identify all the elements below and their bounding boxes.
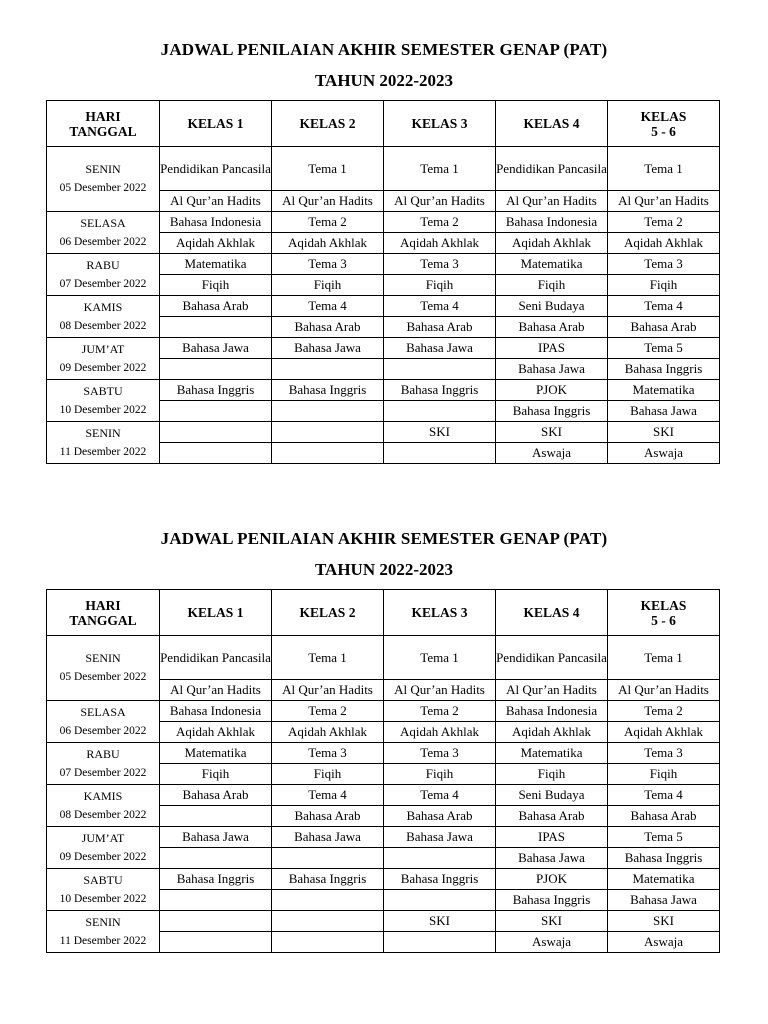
header-kelas-3: KELAS 3 [384,590,496,636]
subject-cell: Bahasa Arab [272,806,384,827]
header-kelas-1: KELAS 1 [160,590,272,636]
subject-cell: Fiqih [384,764,496,785]
day-date: 10 Desember 2022 [59,403,147,416]
subject-cell: IPAS [496,827,608,848]
header-kelas-5-6 [608,590,720,636]
document-subtitle: TAHUN 2022-2023 [314,71,454,90]
subject-cell: Tema 3 [608,743,720,764]
header-day-label: HARI [85,597,121,613]
day-date: 05 Desember 2022 [59,671,147,683]
subject-cell: Fiqih [384,275,496,296]
subject-cell: Bahasa Jawa [272,827,384,848]
day-name: SENIN [85,162,121,176]
table-row [47,869,720,890]
subject-cell: Tema 3 [272,254,384,275]
day-cell [47,636,160,701]
subject-cell: PJOK [496,380,608,401]
subject-cell: Al Qur’an Hadits [608,191,720,212]
schedule-table [46,100,720,464]
day-cell [47,785,160,827]
subject-cell: Al Qur’an Hadits [608,680,720,701]
subject-cell: Bahasa Inggris [272,869,384,890]
subject-cell: Seni Budaya [496,296,608,317]
day-cell [47,380,160,422]
subject-cell: Fiqih [272,275,384,296]
subject-cell [160,932,272,953]
subject-cell: PJOK [496,869,608,890]
subject-cell: Bahasa Jawa [272,338,384,359]
table-row [47,636,720,680]
header-kelas-label: KELAS [640,108,687,124]
subject-cell: Bahasa Jawa [608,401,720,422]
subject-cell: Tema 3 [608,254,720,275]
subject-cell: Aswaja [496,932,608,953]
subject-cell: Tema 1 [272,147,384,191]
subject-cell [272,932,384,953]
subject-cell [272,890,384,911]
subject-cell: Bahasa Jawa [160,827,272,848]
subject-cell [384,359,496,380]
subject-cell: Bahasa Inggris [496,890,608,911]
subject-cell: Bahasa Inggris [608,848,720,869]
subject-cell [384,401,496,422]
subject-cell: Aqidah Akhlak [384,233,496,254]
day-name: RABU [86,746,120,761]
subject-cell: Bahasa Inggris [272,380,384,401]
header-kelas-range: 5 - 6 [651,123,676,139]
header-row [47,101,720,147]
header-date-label: TANGGAL [69,612,137,628]
subject-cell: Aqidah Akhlak [160,233,272,254]
subject-cell: Bahasa Arab [384,317,496,338]
day-name: SENIN [85,425,121,440]
header-kelas-2: KELAS 2 [272,590,384,636]
subject-cell [272,401,384,422]
subject-cell: Bahasa Inggris [160,869,272,890]
subject-cell: Tema 2 [608,212,720,233]
subject-cell: Aqidah Akhlak [496,233,608,254]
day-date: 11 Desember 2022 [59,445,147,458]
day-date: 08 Desember 2022 [59,808,147,821]
day-cell [47,869,160,911]
subject-cell: Bahasa Indonesia [160,212,272,233]
day-name: SABTU [83,872,123,887]
subject-cell: Tema 2 [384,701,496,722]
table-row [47,296,720,317]
subject-cell: Bahasa Arab [160,296,272,317]
subject-cell: Pendidikan Pancasila [160,147,272,191]
day-name: SELASA [80,215,126,230]
subject-cell: SKI [496,911,608,932]
subject-cell: Tema 3 [272,743,384,764]
subject-cell: Matematika [160,254,272,275]
subject-cell: Bahasa Inggris [160,380,272,401]
day-cell [47,338,160,380]
schedule-block-1 [0,38,768,460]
day-cell [47,254,160,296]
subject-cell: Bahasa Arab [608,317,720,338]
day-date: 07 Desember 2022 [59,277,147,290]
table-row [47,254,720,275]
day-name: RABU [86,257,120,272]
table-row [47,147,720,191]
subject-cell: Bahasa Jawa [384,338,496,359]
subject-cell: Al Qur’an Hadits [160,191,272,212]
day-date: 09 Desember 2022 [59,850,147,863]
subject-cell [272,359,384,380]
subject-cell: Bahasa Jawa [496,848,608,869]
document-subtitle: TAHUN 2022-2023 [314,560,454,579]
subject-cell: Tema 1 [272,636,384,680]
subject-cell: Tema 4 [272,785,384,806]
subject-cell: Tema 5 [608,827,720,848]
day-cell [47,147,160,212]
day-date: 05 Desember 2022 [59,182,147,194]
document-title: JADWAL PENILAIAN AKHIR SEMESTER GENAP (PAT) [160,529,608,548]
subject-cell: Bahasa Arab [496,317,608,338]
table-row [47,911,720,932]
subject-cell: SKI [384,422,496,443]
subject-cell [272,848,384,869]
subject-cell: Al Qur’an Hadits [160,680,272,701]
subject-cell: Aswaja [496,443,608,464]
day-date: 09 Desember 2022 [59,361,147,374]
subject-cell: Tema 4 [384,785,496,806]
subject-cell: Pendidikan Pancasila [160,636,272,680]
subject-cell: Al Qur’an Hadits [272,191,384,212]
subject-cell: SKI [608,422,720,443]
subject-cell: Aqidah Akhlak [608,722,720,743]
subject-cell [160,806,272,827]
subject-cell: Pendidikan Pancasila [496,636,608,680]
subject-cell: Aswaja [608,443,720,464]
subject-cell: Aqidah Akhlak [496,722,608,743]
subject-cell: Tema 4 [272,296,384,317]
subject-cell: Tema 4 [384,296,496,317]
subject-cell: Bahasa Arab [272,317,384,338]
day-date: 11 Desember 2022 [59,934,147,947]
subject-cell: Bahasa Indonesia [160,701,272,722]
subject-cell: Tema 2 [384,212,496,233]
table-row [47,743,720,764]
subject-cell: Matematika [608,869,720,890]
day-name: KAMIS [83,788,123,803]
subject-cell [384,848,496,869]
table-row [47,701,720,722]
subject-cell: Aqidah Akhlak [384,722,496,743]
subject-cell: Bahasa Inggris [608,359,720,380]
day-name: SENIN [85,914,121,929]
header-day-date [47,101,160,147]
subject-cell [160,911,272,932]
subject-cell: Aqidah Akhlak [160,722,272,743]
subject-cell: Fiqih [272,764,384,785]
day-date: 06 Desember 2022 [59,724,147,737]
day-name: KAMIS [83,299,123,314]
subject-cell [160,443,272,464]
day-cell [47,911,160,953]
subject-cell: Aqidah Akhlak [608,233,720,254]
subject-cell: Tema 1 [608,147,720,191]
header-kelas-label: KELAS [640,597,687,613]
subject-cell: Fiqih [160,764,272,785]
subject-cell: Tema 2 [272,701,384,722]
subject-cell: Tema 2 [608,701,720,722]
subject-cell: Fiqih [496,764,608,785]
subject-cell: Al Qur’an Hadits [496,191,608,212]
subject-cell: Al Qur’an Hadits [384,680,496,701]
table-row [47,827,720,848]
day-date: 07 Desember 2022 [59,766,147,779]
subject-cell: Tema 1 [384,636,496,680]
subject-cell: Matematika [608,380,720,401]
header-day-label: HARI [85,108,121,124]
table-row [47,785,720,806]
day-name: SENIN [85,651,121,665]
subject-cell: Bahasa Jawa [384,827,496,848]
subject-cell: Matematika [496,743,608,764]
header-kelas-4: KELAS 4 [496,101,608,147]
subject-cell [384,443,496,464]
day-name: JUM’AT [81,830,125,845]
day-name: SABTU [83,383,123,398]
subject-cell: Bahasa Inggris [384,380,496,401]
subject-cell: SKI [384,911,496,932]
day-date: 06 Desember 2022 [59,235,147,248]
day-cell [47,827,160,869]
subject-cell: Bahasa Jawa [160,338,272,359]
day-cell [47,212,160,254]
subject-cell: Al Qur’an Hadits [384,191,496,212]
subject-cell: Seni Budaya [496,785,608,806]
day-cell [47,422,160,464]
table-row [47,380,720,401]
subject-cell [272,911,384,932]
document-title: JADWAL PENILAIAN AKHIR SEMESTER GENAP (PAT) [160,40,608,59]
header-day-date [47,590,160,636]
day-name: JUM’AT [81,341,125,356]
subject-cell [160,401,272,422]
subject-cell: Bahasa Inggris [496,401,608,422]
subject-cell: Tema 3 [384,254,496,275]
subject-cell: Aqidah Akhlak [272,233,384,254]
subject-cell: SKI [496,422,608,443]
subject-cell: Al Qur’an Hadits [272,680,384,701]
subject-cell: Bahasa Indonesia [496,212,608,233]
subject-cell: Matematika [160,743,272,764]
subject-cell [160,422,272,443]
subject-cell: Tema 1 [384,147,496,191]
subject-cell: Tema 2 [272,212,384,233]
subject-cell [384,890,496,911]
day-date: 10 Desember 2022 [59,892,147,905]
subject-cell [160,890,272,911]
subject-cell [160,359,272,380]
subject-cell: Fiqih [608,275,720,296]
day-name: SELASA [80,704,126,719]
day-cell [47,743,160,785]
day-date: 08 Desember 2022 [59,319,147,332]
header-row [47,590,720,636]
subject-cell: Tema 3 [384,743,496,764]
day-cell [47,296,160,338]
header-kelas-3: KELAS 3 [384,101,496,147]
subject-cell [272,443,384,464]
subject-cell: Bahasa Jawa [496,359,608,380]
subject-cell: Fiqih [608,764,720,785]
table-row [47,422,720,443]
subject-cell: Bahasa Inggris [384,869,496,890]
header-kelas-4: KELAS 4 [496,590,608,636]
subject-cell: Bahasa Arab [384,806,496,827]
subject-cell: Aqidah Akhlak [272,722,384,743]
subject-cell: Matematika [496,254,608,275]
subject-cell: Al Qur’an Hadits [496,680,608,701]
subject-cell: Pendidikan Pancasila [496,147,608,191]
subject-cell: Bahasa Indonesia [496,701,608,722]
subject-cell [160,848,272,869]
header-kelas-2: KELAS 2 [272,101,384,147]
header-kelas-1: KELAS 1 [160,101,272,147]
subject-cell: Tema 4 [608,785,720,806]
subject-cell: Bahasa Arab [496,806,608,827]
schedule-table [46,589,720,953]
header-date-label: TANGGAL [69,123,137,139]
subject-cell: Tema 4 [608,296,720,317]
header-kelas-range: 5 - 6 [651,612,676,628]
header-kelas-5-6 [608,101,720,147]
subject-cell: Bahasa Arab [608,806,720,827]
subject-cell: Bahasa Jawa [608,890,720,911]
subject-cell: Aswaja [608,932,720,953]
schedule-block-2 [0,527,768,949]
subject-cell: SKI [608,911,720,932]
table-row [47,338,720,359]
subject-cell: Tema 5 [608,338,720,359]
subject-cell [384,932,496,953]
subject-cell: Fiqih [160,275,272,296]
subject-cell [272,422,384,443]
subject-cell: Fiqih [496,275,608,296]
subject-cell: IPAS [496,338,608,359]
table-row [47,212,720,233]
subject-cell: Bahasa Arab [160,785,272,806]
day-cell [47,701,160,743]
subject-cell [160,317,272,338]
subject-cell: Tema 1 [608,636,720,680]
